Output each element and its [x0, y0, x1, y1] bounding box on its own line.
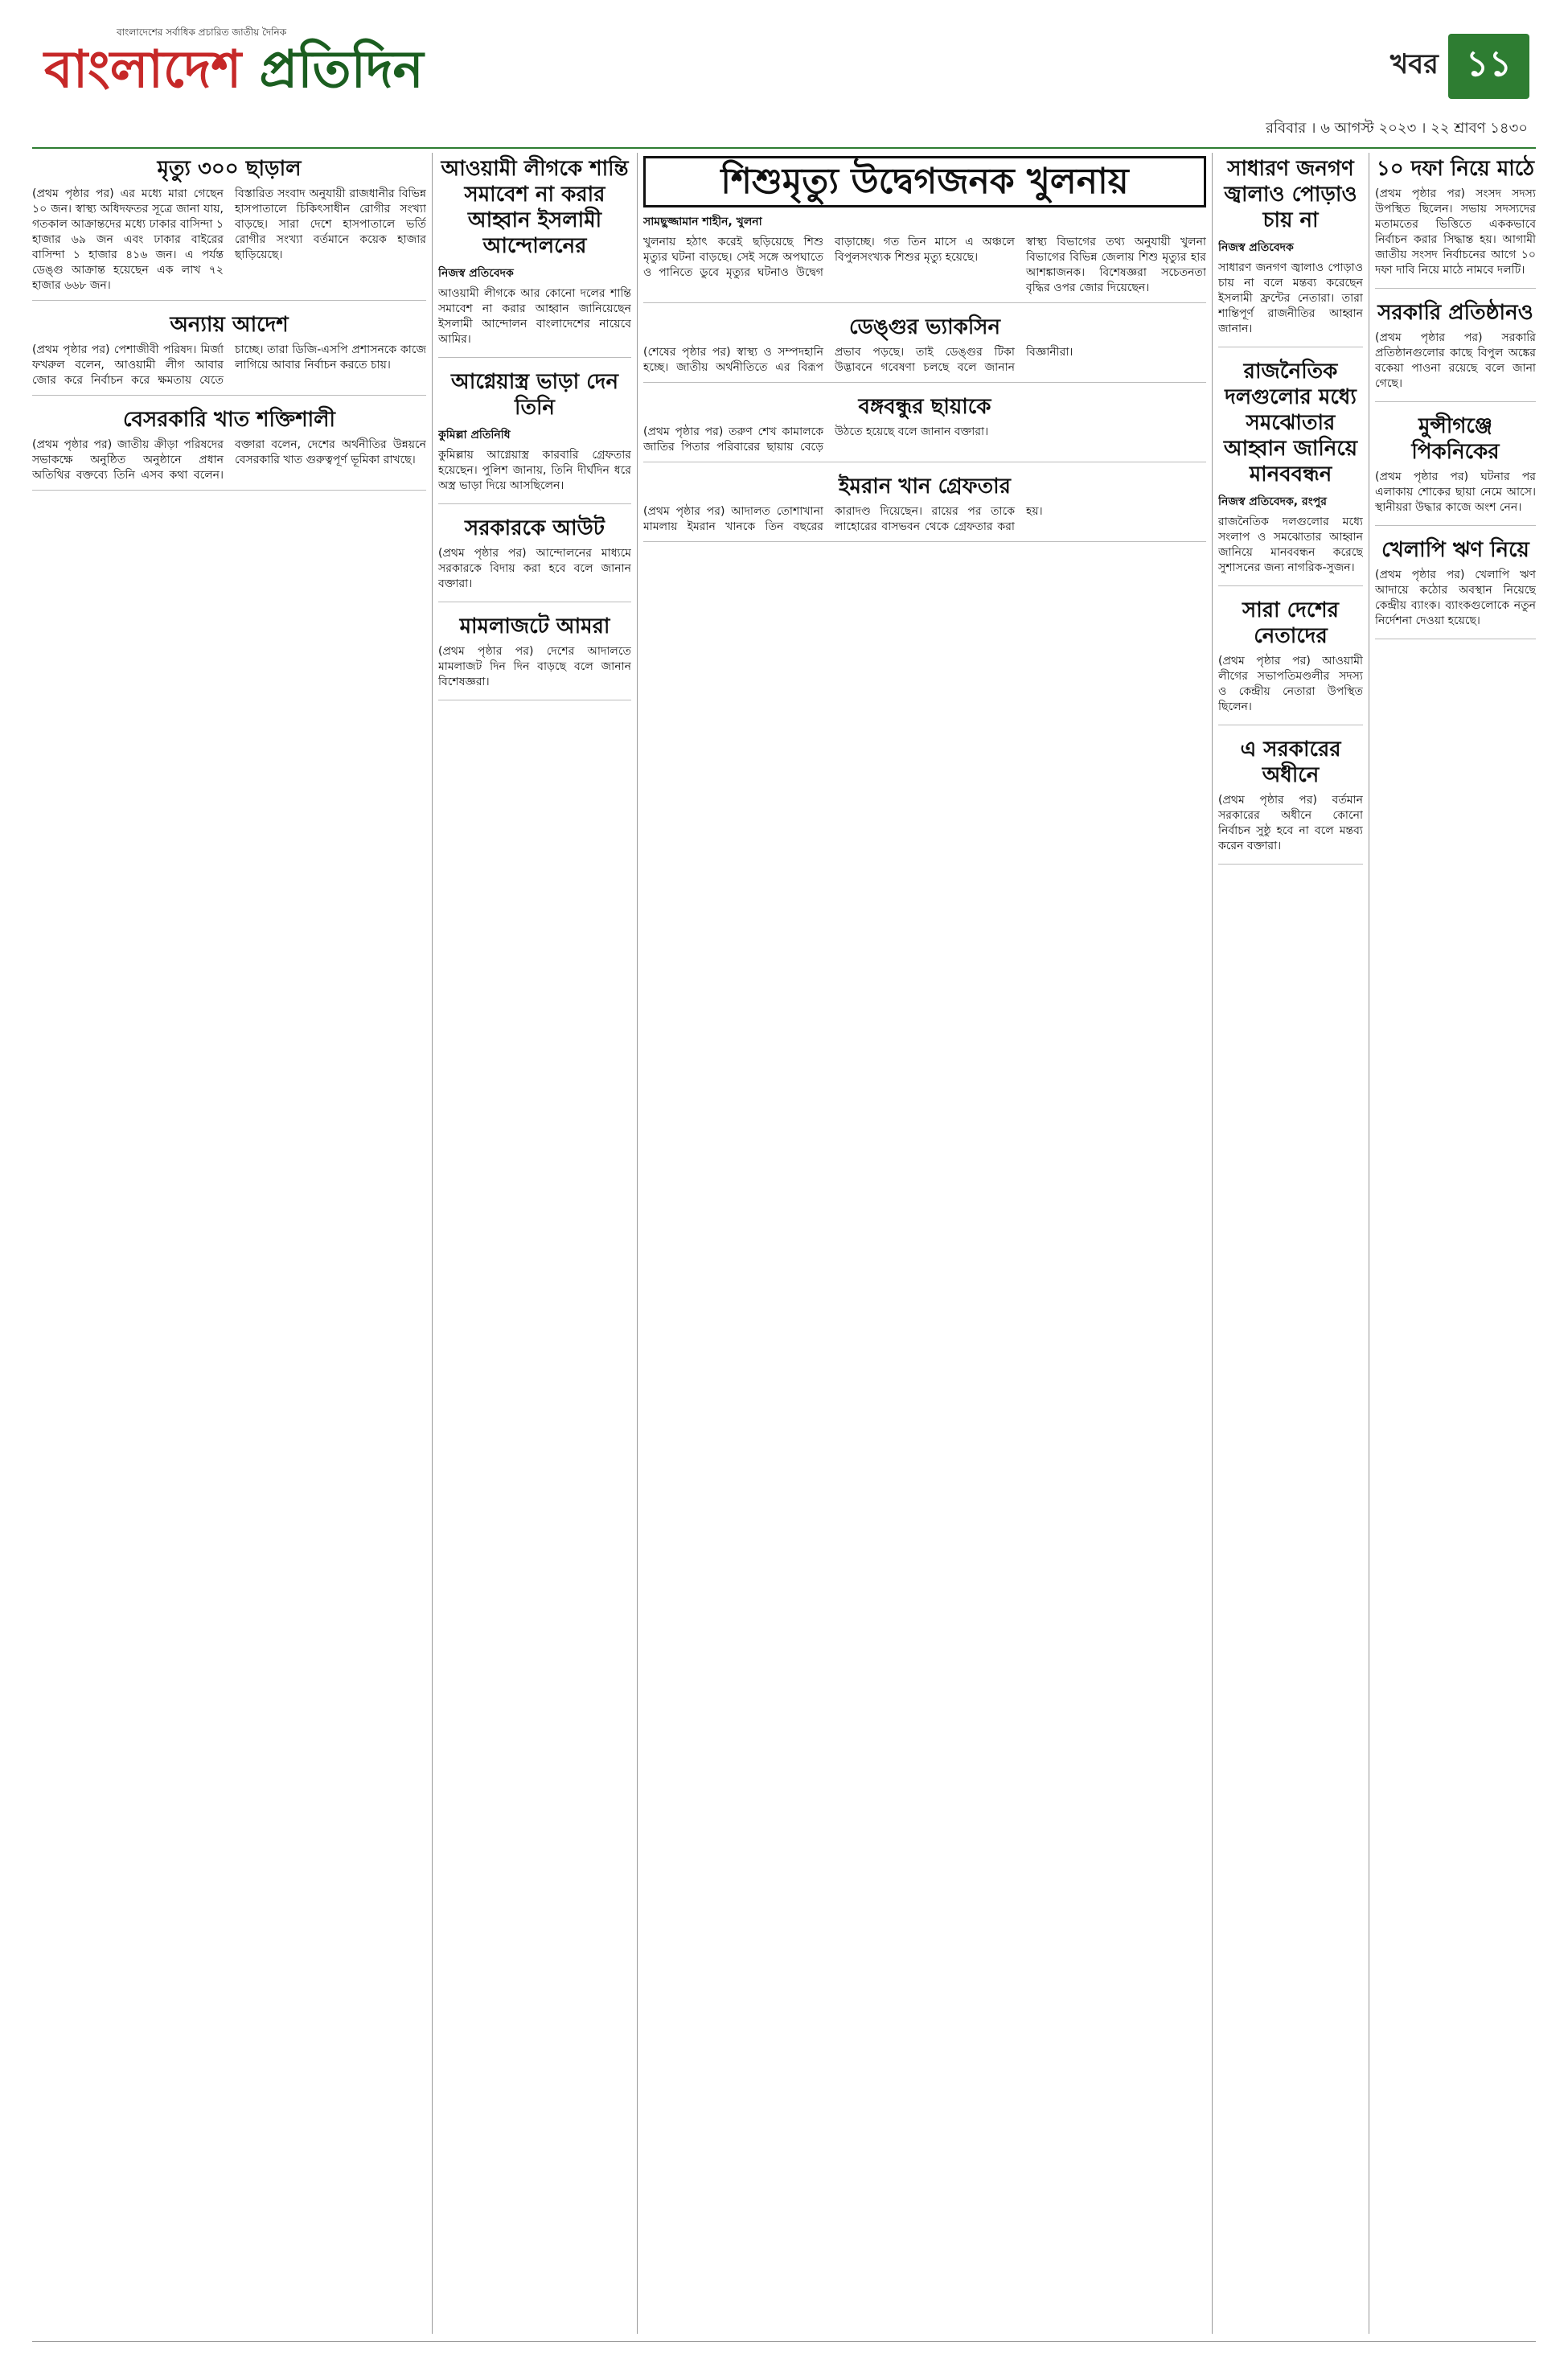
article: [643, 394, 1206, 462]
article-headline: বেসরকারি খাত শক্তিশালী: [122, 408, 335, 432]
article-byline: নিজস্ব প্রতিবেদক, রংপুর: [1218, 495, 1327, 508]
article: [1218, 737, 1363, 865]
article-headline: মৃত্যু ৩০০ ছাড়াল: [157, 157, 302, 181]
name-part1: বাংলাদেশ: [44, 39, 260, 100]
article: [438, 614, 631, 700]
article: [1375, 413, 1536, 526]
column-divider: [637, 153, 638, 2334]
article-paragraph: (প্রথম পৃষ্ঠার পর) বর্তমান সরকারের অধীনে কোনো নির্বাচন সুষ্ঠু হবে না বলে মন্তব্য করেন বক্তারা।: [1218, 794, 1363, 852]
article-paragraph: কুমিল্লায় আগ্নেয়াস্ত্র কারবারি গ্রেফতার হয়েছেন। পুলিশ জানায়, তিনি দীর্ঘদিন ধরে অস্ত্র ভাড়া দিয়ে আসছিলেন।: [438, 449, 631, 492]
article: [643, 156, 1206, 303]
article: [32, 156, 426, 301]
article: [643, 474, 1206, 542]
column-3: [643, 153, 1206, 2334]
newspaper-name: [44, 39, 424, 100]
article: [1375, 156, 1536, 289]
article-paragraph: (প্রথম পৃষ্ঠার পর) দেশের আদালতে মামলাজট দিন দিন বাড়ছে বলে জানান বিশেষজ্ঞরা।: [438, 645, 631, 688]
column-divider: [432, 153, 433, 2334]
newspaper-logo: [44, 26, 424, 98]
article-paragraph: খুলনায় হঠাৎ করেই ছড়িয়েছে শিশু মৃত্যুর ঘটনা বাড়ছে। সেই সঙ্গে অপঘাতে ও পানিতে ডুবে মৃত্যুর ঘটনাও উদ্বেগ বাড়াচ্ছে। গত তিন মাসে এ অঞ্চলে বিপুলসংখ্যক শিশুর মৃত্যু হয়েছে।: [643, 236, 1015, 279]
article: [32, 407, 426, 491]
article-paragraph: রাজনৈতিক দলগুলোর মধ্যে সংলাপ ও সমঝোতার আহ্বান জানিয়ে মানববন্ধন করেছে সুশাসনের জন্য নাগরিক-সুজন।: [1218, 515, 1363, 574]
column-1: [32, 153, 426, 2334]
article-headline: মামলাজটে আমরা: [459, 614, 610, 639]
article-headline: অন্যায় আদেশ: [170, 313, 289, 337]
article-byline: সামছুজ্জামান শাহীন, খুলনা: [643, 216, 762, 228]
date-line: রবিবার । ৬ আগস্ট ২০২৩ । ২২ শ্রাবণ ১৪৩০: [1266, 120, 1528, 137]
article-headline: মুন্সীগঞ্জে পিকনিকের: [1411, 414, 1500, 464]
article-headline: সরকারি প্রতিষ্ঠানও: [1377, 301, 1533, 325]
section-name: খবর: [1389, 48, 1439, 80]
article-headline: ডেঙ্গুর ভ্যাকসিন: [849, 315, 1000, 339]
article-paragraph: (প্রথম পৃষ্ঠার পর) জাতীয় ক্রীড়া পরিষদের সভাকক্ষে অনুষ্ঠিত অনুষ্ঠানে প্রধান অতিথির বক্তব্যে তিনি এসব কথা বলেন। বক্তারা বলেন, দেশের অর্থনীতির উন্নয়নে বেসরকারি খাত গুরুত্বপূর্ণ ভূমিকা রাখছে।: [32, 438, 426, 482]
article-paragraph: (প্রথম পৃষ্ঠার পর) আন্দোলনের মাধ্যমে সরকারকে বিদায় করা হবে বলে জানান বক্তারা।: [438, 547, 631, 590]
article-paragraph: (প্রথম পৃষ্ঠার পর) এর মধ্যে মারা গেছেন ১০ জন। স্বাস্থ্য অধিদফতর সূত্রে জানা যায়, গতকাল আক্রান্তদের মধ্যে ঢাকার বাসিন্দা ১ হাজার ৬৯ জন এবং ঢাকার বাইরের বাসিন্দা ১ হাজার ৪১৬ জন। এ পর্যন্ত ডেঙ্গু আক্রান্ত হয়েছেন এক লাখ ৭২ হাজার ৬৬৮ জন।: [32, 187, 224, 292]
article: [1375, 300, 1536, 402]
article: [1375, 537, 1536, 639]
column-divider: [1212, 153, 1213, 2334]
article: [1218, 359, 1363, 586]
column-4: [1218, 153, 1363, 2334]
article-paragraph: (প্রথম পৃষ্ঠার পর) আদালত তোশাখানা মামলায় ইমরান খানকে তিন বছরের কারাদণ্ড দিয়েছেন। রায়ের পর তাকে লাহোরের বাসভবন থেকে গ্রেফতার করা হয়।: [643, 505, 1043, 533]
article-byline: নিজস্ব প্রতিবেদক: [438, 267, 514, 280]
column-2: [438, 153, 631, 2334]
article: [1218, 598, 1363, 725]
article-paragraph: (প্রথম পৃষ্ঠার পর) সংসদ সদস্য উপস্থিত ছিলেন। সভায় সদস্যদের মতামতের ভিত্তিতে এককভাবে নির্বাচন করার সিদ্ধান্ত হয়। আগামী জাতীয় সংসদ নির্বাচনের আগে ১০ দফা দাবি নিয়ে মাঠে নামবে দলটি।: [1375, 187, 1536, 277]
tagline: বাংলাদেশের সর্বাধিক প্রচারিত জাতীয় দৈনিক: [117, 27, 287, 38]
article-headline: রাজনৈতিক দলগুলোর মধ্যে সমঝোতার আহ্বান জানিয়ে মানববন্ধন: [1223, 359, 1358, 487]
article-paragraph: সাধারণ জনগণ জ্বালাও পোড়াও চায় না বলে মন্তব্য করেছেন ইসলামী ফ্রন্টের নেতারা। তারা শান্তিপূর্ণ রাজনীতির আহ্বান জানান।: [1218, 261, 1363, 335]
page-number: ১১: [1448, 34, 1529, 99]
article-byline: নিজস্ব প্রতিবেদক: [1218, 241, 1294, 254]
article-headline: সাধারণ জনগণ জ্বালাও পোড়াও চায় না: [1224, 157, 1357, 232]
article-headline: খেলাপি ঋণ নিয়ে: [1381, 538, 1529, 562]
article-paragraph: স্বাস্থ্য বিভাগের তথ্য অনুযায়ী খুলনা বিভাগের বিভিন্ন জেলায় শিশু মৃত্যুর হার আশঙ্কাজনক। বিশেষজ্ঞরা সচেতনতা বৃদ্ধির ওপর জোর দিয়েছেন।: [1026, 236, 1206, 294]
footer-rule: [32, 2341, 1536, 2342]
article-byline: কুমিল্লা প্রতিনিধি: [438, 429, 511, 442]
article-headline: এ সরকারের অধীনে: [1240, 737, 1341, 787]
article-headline: ১০ দফা নিয়ে মাঠে: [1376, 157, 1535, 181]
article-headline: আগ্নেয়াস্ত্র ভাড়া দেন তিনি: [451, 370, 618, 420]
article-paragraph: (প্রথম পৃষ্ঠার পর) তরুণ শেখ কামালকে জাতির পিতার পরিবারের ছায়ায় বেড়ে উঠতে হয়েছে বলে জানান বক্তারা।: [643, 425, 989, 454]
article-paragraph: আওয়ামী লীগকে আর কোনো দলের শান্তি সমাবেশ না করার আহ্বান জানিয়েছেন ইসলামী আন্দোলন বাংলাদেশের নায়েবে আমির।: [438, 287, 631, 346]
article-headline: শিশুমৃত্যু উদ্বেগজনক খুলনায়: [643, 156, 1206, 207]
article: [32, 312, 426, 396]
article-headline: সরকারকে আউট: [465, 516, 605, 540]
article-paragraph: (প্রথম পৃষ্ঠার পর) সরকারি প্রতিষ্ঠানগুলোর কাছে বিপুল অঙ্কের বকেয়া পাওনা রয়েছে বলে জানা গেছে।: [1375, 331, 1536, 390]
column-5: [1375, 153, 1536, 2334]
article: [1218, 156, 1363, 347]
article: [438, 156, 631, 358]
article-paragraph: বিস্তারিত সংবাদ অনুযায়ী রাজধানীর বিভিন্ন হাসপাতালে চিকিৎসাধীন রোগীর সংখ্যা বাড়ছে। সারা দেশে হাসপাতালে ভর্তি রোগীর সংখ্যা বর্তমানে কয়েক হাজার ছাড়িয়েছে।: [235, 187, 426, 261]
article-headline: ইমরান খান গ্রেফতার: [839, 474, 1011, 499]
article-paragraph: (প্রথম পৃষ্ঠার পর) আওয়ামী লীগের সভাপতিমণ্ডলীর সদস্য ও কেন্দ্রীয় নেতারা উপস্থিত ছিলেন।: [1218, 655, 1363, 713]
article-headline: সারা দেশের নেতাদের: [1242, 598, 1339, 648]
article: [438, 515, 631, 602]
article-paragraph: (প্রথম পৃষ্ঠার পর) পেশাজীবী পরিষদ। মির্জা ফখরুল বলেন, আওয়ামী লীগ আবার জোর করে নির্বাচন করে ক্ষমতায় যেতে চাচ্ছে। তারা ডিজি-এসপি প্রশাসনকে কাজে লাগিয়ে আবার নির্বাচন করতে চায়।: [32, 343, 426, 387]
article-paragraph: (প্রথম পৃষ্ঠার পর) ঘটনার পর এলাকায় শোকের ছায়া নেমে আসে। স্থানীয়রা উদ্ধার কাজে অংশ নেন।: [1375, 470, 1536, 514]
article-paragraph: (শেষের পৃষ্ঠার পর) স্বাস্থ্য ও সম্পদহানি হচ্ছে। জাতীয় অর্থনীতিতে এর বিরূপ প্রভাব পড়ছে। তাই ডেঙ্গুর টিকা উদ্ভাবনে গবেষণা চলছে বলে জানান বিজ্ঞানীরা।: [643, 346, 1073, 374]
article-headline: বঙ্গবন্ধুর ছায়াকে: [858, 395, 991, 419]
masthead: [32, 16, 1536, 149]
name-part2: প্রতিদিন: [259, 39, 424, 100]
article-paragraph: (প্রথম পৃষ্ঠার পর) খেলাপি ঋণ আদায়ে কঠোর অবস্থান নিয়েছে কেন্দ্রীয় ব্যাংক। ব্যাংকগুলোকে নতুন নির্দেশনা দেওয়া হয়েছে।: [1375, 569, 1536, 627]
article: [643, 314, 1206, 383]
article: [438, 369, 631, 504]
section-header: [1390, 34, 1529, 99]
article-headline: আওয়ামী লীগকে শান্তি সমাবেশ না করার আহ্বান ইসলামী আন্দোলনের: [441, 157, 629, 258]
